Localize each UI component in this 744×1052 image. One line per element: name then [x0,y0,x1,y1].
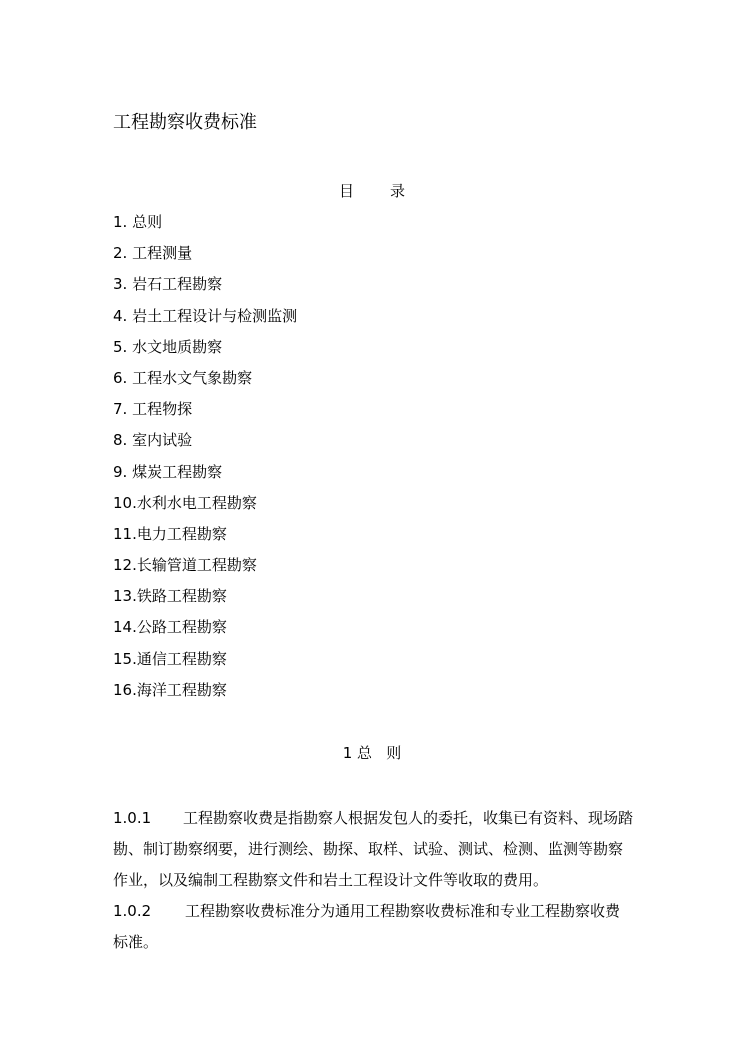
toc-heading [0,180,744,202]
toc-item: 8. 室内试验 [113,431,193,450]
clause-paragraph [113,896,633,958]
table-of-contents [113,210,297,709]
clause-number: 1.0.1 [113,809,152,827]
toc-item: 10.水利水电工程勘察 [113,493,257,512]
toc-item: 6. 工程水文气象勘察 [113,368,253,387]
toc-item: 4. 岩土工程设计与检测监测 [113,306,298,325]
toc-item: 14.公路工程勘察 [113,618,227,637]
toc-item: 11.电力工程勘察 [113,524,227,543]
document-title: 工程勘察收费标准 [113,112,257,133]
clause-number: 1.0.2 [113,902,152,920]
clause-paragraph [113,803,633,896]
toc-item: 1. 总则 [113,213,163,231]
toc-item: 16.海洋工程勘察 [113,680,227,699]
toc-heading-right: 录 [390,182,406,200]
clause-text: 工程勘察收费是指勘察人根据发包人的委托，收集已有资料、现场踏勘、制订勘察纲要，进行测绘、勘探、取样、试验、测试、检测、监测等勘察作业，以及编制工程勘察文件和岩土工程设计文件等收取的费用。 [113,809,634,889]
toc-item: 9. 煤炭工程勘察 [113,462,223,481]
toc-item: 12.长输管道工程勘察 [113,556,257,575]
toc-item: 15.通信工程勘察 [113,649,227,668]
section-body [113,803,633,958]
toc-item: 5. 水文地质勘察 [113,337,223,356]
toc-item: 13.铁路工程勘察 [113,587,227,606]
toc-item: 3. 岩石工程勘察 [113,275,223,294]
toc-item: 2. 工程测量 [113,244,193,263]
clause-text: 工程勘察收费标准分为通用工程勘察收费标准和专业工程勘察收费标准。 [113,902,621,951]
toc-heading-left: 目 [338,182,354,200]
toc-item: 7. 工程物探 [113,400,193,419]
section-heading: 1 总 则 [342,744,402,762]
